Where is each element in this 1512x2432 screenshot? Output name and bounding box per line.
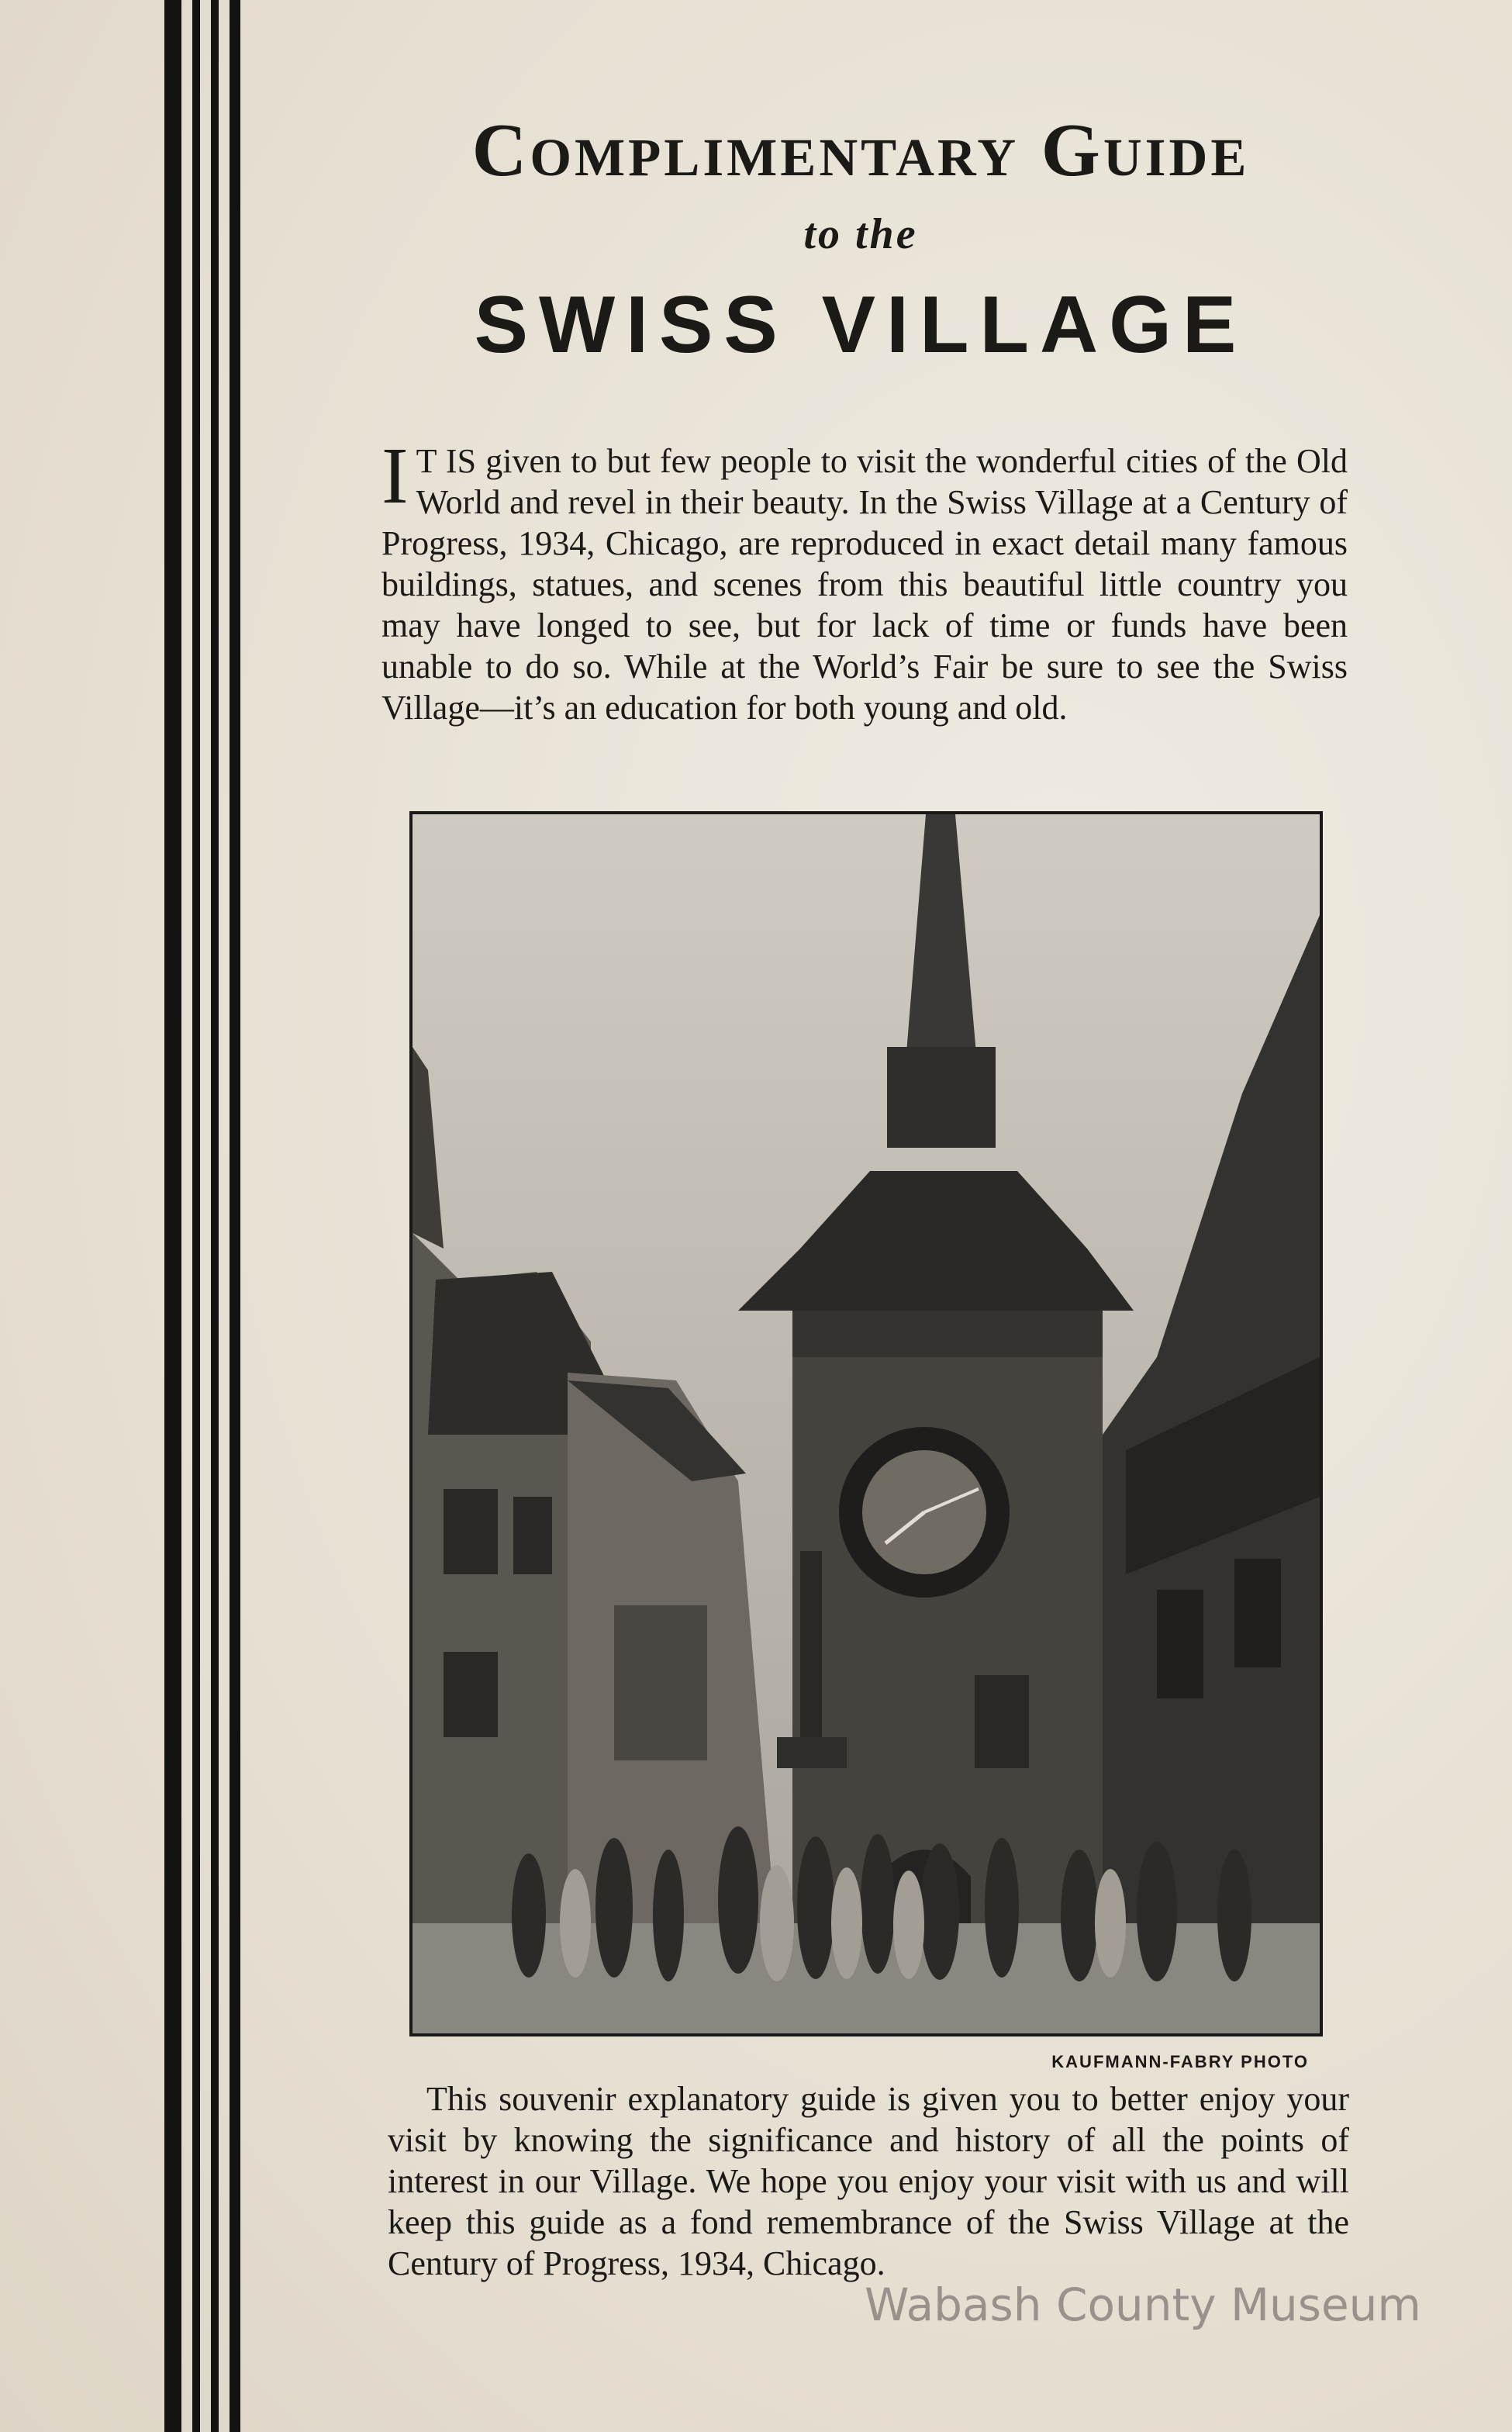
- border-stripe: [192, 0, 200, 2432]
- border-stripe: [211, 0, 219, 2432]
- page-heading: SWISS VILLAGE: [474, 280, 1248, 370]
- border-stripe: [164, 0, 181, 2432]
- clock-tower-photo: [409, 811, 1323, 2036]
- page-title: Complimentary Guide: [471, 109, 1250, 192]
- closing-paragraph: This souvenir explanatory guide is given you to better enjoy your visit by knowing the significance and history of all the points of interest in our Village. We hope you enjoy your visit with us and will keep this guide as a fond remembrance of the Swiss Village at the Century of Progress, 1934, Chicago.: [388, 2080, 1349, 2282]
- intro-paragraph: [381, 431, 1348, 728]
- border-stripe: [230, 0, 240, 2432]
- museum-watermark: Wabash County Museum: [865, 2278, 1421, 2331]
- photo-credit: KAUFMANN-FABRY PHOTO: [1051, 2052, 1309, 2071]
- page-subtitle: to the: [803, 210, 918, 258]
- drop-cap: I: [381, 431, 409, 520]
- intro-text: T IS given to but few people to visit the wonderful cities of the Old World and revel in their beauty. In the Swiss Village at a Century of Progress, 1934, Chicago, are reproduced in exact detail many famous buildings, statues, and scenes from this beautiful little country you may have longed to see, but for lack of time or funds have been unable to do so. While at the World’s Fair be sure to see the Swiss Village—it’s an education for both young and old.: [381, 442, 1348, 727]
